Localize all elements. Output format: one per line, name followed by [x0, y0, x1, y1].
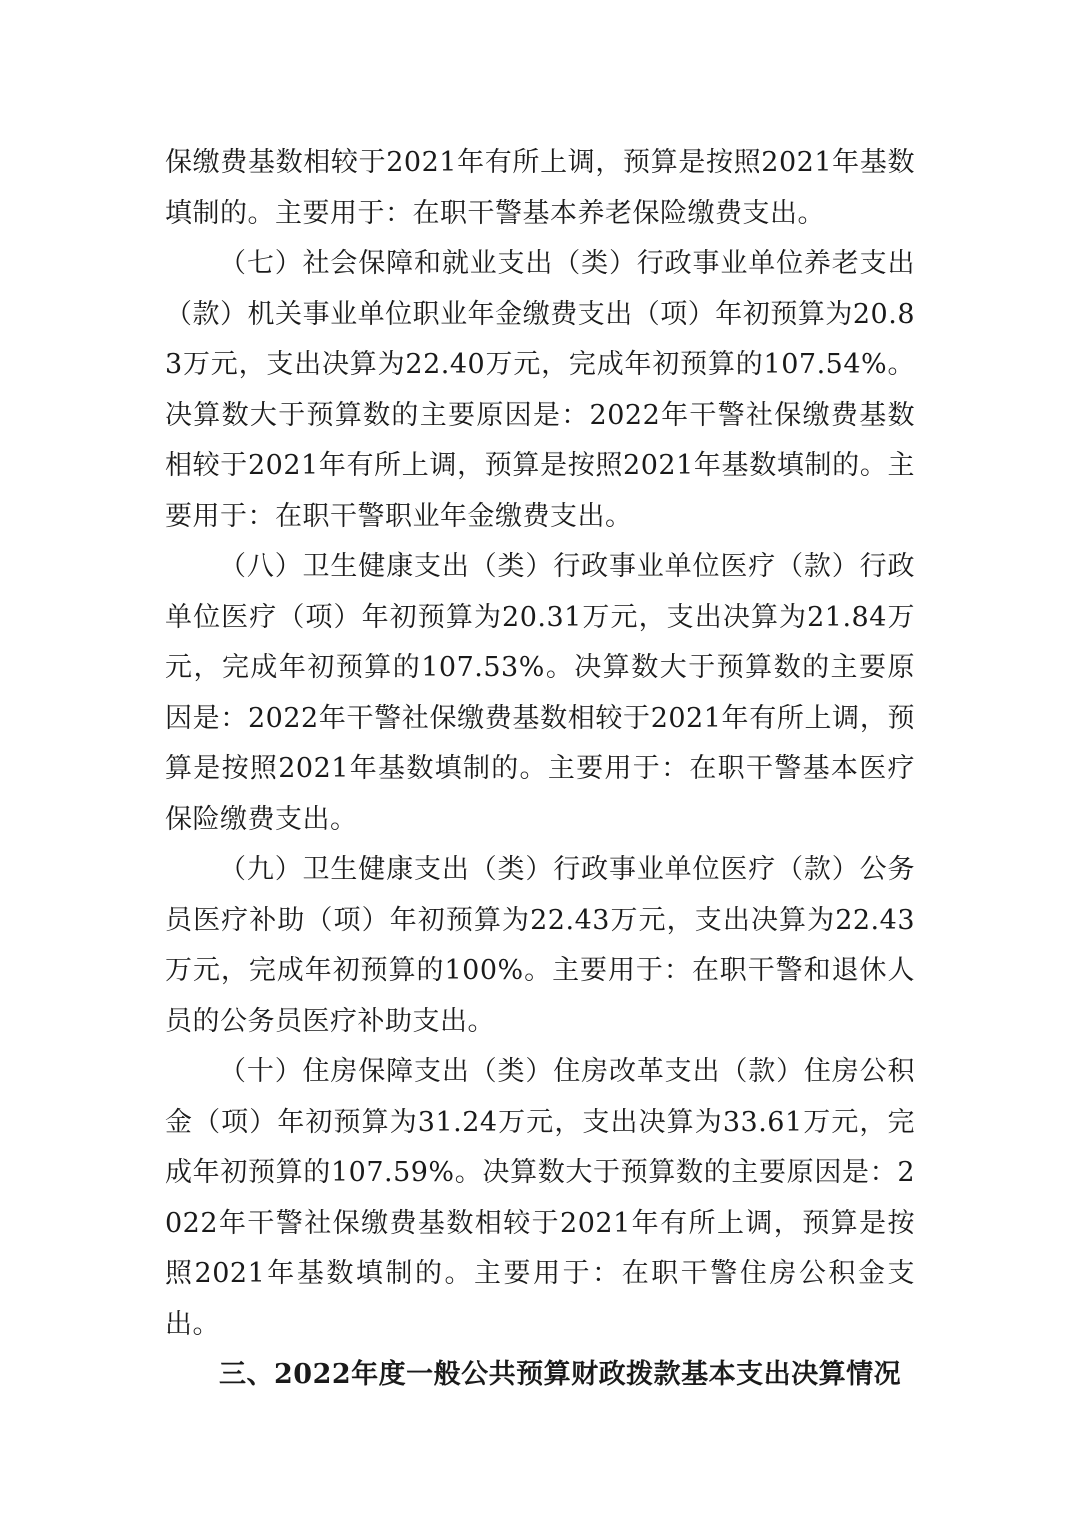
paragraph-item-10: （十）住房保障支出（类）住房改革支出（款）住房公积金（项）年初预算为31.24万元，支出决算为33.61万元，完成年初预算的107.59%。决算数大于预算数的主要原因是：2022年干警社保缴费基数相较于2021年有所上调，预算是按照2021年基数填制的。主要用于：在职干警住房公积金支出。 [165, 1056, 915, 1340]
paragraph-item-9: （九）卫生健康支出（类）行政事业单位医疗（款）公务员医疗补助（项）年初预算为22.43万元，支出决算为22.43万元，完成年初预算的100%。主要用于：在职干警和退休人员的公务员医疗补助支出。 [165, 854, 915, 1037]
document-body [165, 138, 915, 1401]
section-heading: 三、2022年度一般公共预算财政拨款基本支出决算情况 [219, 1359, 902, 1390]
paragraph-item-8: （八）卫生健康支出（类）行政事业单位医疗（款）行政单位医疗（项）年初预算为20.31万元，支出决算为21.84万元，完成年初预算的107.53%。决算数大于预算数的主要原因是：2022年干警社保缴费基数相较于2021年有所上调，预算是按照2021年基数填制的。主要用于：在职干警基本医疗保险缴费支出。 [165, 551, 915, 835]
paragraph-continuation: 保缴费基数相较于2021年有所上调，预算是按照2021年基数填制的。主要用于：在职干警基本养老保险缴费支出。 [165, 147, 915, 229]
paragraph-item-7: （七）社会保障和就业支出（类）行政事业单位养老支出（款）机关事业单位职业年金缴费支出（项）年初预算为20.83万元，支出决算为22.40万元，完成年初预算的107.54%。决算数大于预算数的主要原因是：2022年干警社保缴费基数相较于2021年有所上调，预算是按照2021年基数填制的。主要用于：在职干警职业年金缴费支出。 [165, 248, 915, 532]
